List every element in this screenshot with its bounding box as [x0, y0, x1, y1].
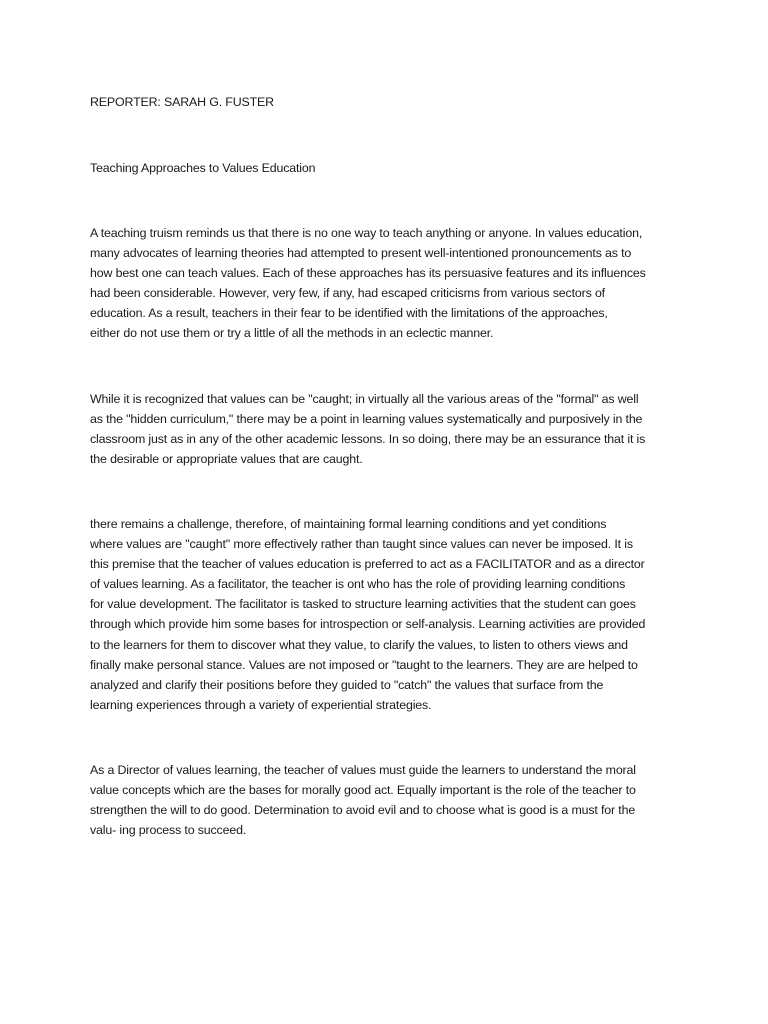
paragraph-line: to the learners for them to discover what they value, to clarify the values, to listen to others views and [90, 637, 628, 652]
paragraph-line: where values are "caught" more effectively rather than taught since values can never be imposed. It is [90, 537, 633, 552]
paragraph-line: as the "hidden curriculum," there may be a point in learning values systematically and purposively in the [90, 412, 643, 427]
paragraph-line: of values learning. As a facilitator, the teacher is ont who has the role of providing learning conditions [90, 577, 626, 592]
paragraph-line: for value development. The facilitator is tasked to structure learning activities that the student can goes [90, 597, 636, 612]
paragraph-line: A teaching truism reminds us that there is no one way to teach anything or anyone. In values education, [90, 226, 643, 240]
paragraph-line: strengthen the will to do good. Determination to avoid evil and to choose what is good is a must for the [90, 803, 636, 818]
paragraph-line: either do not use them or try a little of all the methods in an eclectic manner. [90, 326, 494, 341]
paragraph-line: this premise that the teacher of values education is preferred to act as a FACILITATOR and as a director [90, 557, 645, 572]
paragraph-line: classroom just as in any of the other academic lessons. In so doing, there may be an essurance that it is [90, 432, 646, 447]
paragraph-line: the desirable or appropriate values that are caught. [90, 452, 363, 467]
paragraph-line: learning experiences through a variety of experiential strategies. [90, 697, 432, 712]
paragraph-line: many advocates of learning theories had attempted to present well-intentioned pronouncements as to [90, 246, 632, 261]
paragraph-1 [90, 223, 690, 344]
paragraph-line: how best one can teach values. Each of these approaches has its persuasive features and its influences [90, 266, 646, 281]
paragraph-line: valu- ing process to succeed. [90, 823, 247, 838]
paragraph-line: through which provide him some bases for introspection or self-analysis. Learning activities are provided [90, 617, 646, 632]
paragraph-line: As a Director of values learning, the teacher of values must guide the learners to understand the moral [90, 763, 636, 777]
reporter-line: REPORTER: SARAH G. FUSTER [90, 95, 274, 109]
document-title: Teaching Approaches to Values Education [90, 161, 316, 175]
paragraph-line: analyzed and clarify their positions before they guided to "catch" the values that surface from the [90, 677, 604, 692]
paragraph-line: value concepts which are the bases for morally good act. Equally important is the role of the teacher to [90, 783, 636, 798]
paragraph-4 [90, 760, 690, 840]
paragraph-line: While it is recognized that values can be "caught; in virtually all the various areas of the "formal" as well [90, 392, 639, 406]
paragraph-3 [90, 514, 690, 715]
paragraph-line: had been considerable. However, very few, if any, had escaped criticisms from various sectors of [90, 286, 605, 301]
paragraph-line: education. As a result, teachers in their fear to be identified with the limitations of the approaches, [90, 306, 608, 321]
paragraph-line: there remains a challenge, therefore, of maintaining formal learning conditions and yet conditions [90, 517, 607, 531]
paragraph-2 [90, 389, 690, 469]
paragraph-line: finally make personal stance. Values are not imposed or "taught to the learners. They are are helped to [90, 657, 638, 672]
